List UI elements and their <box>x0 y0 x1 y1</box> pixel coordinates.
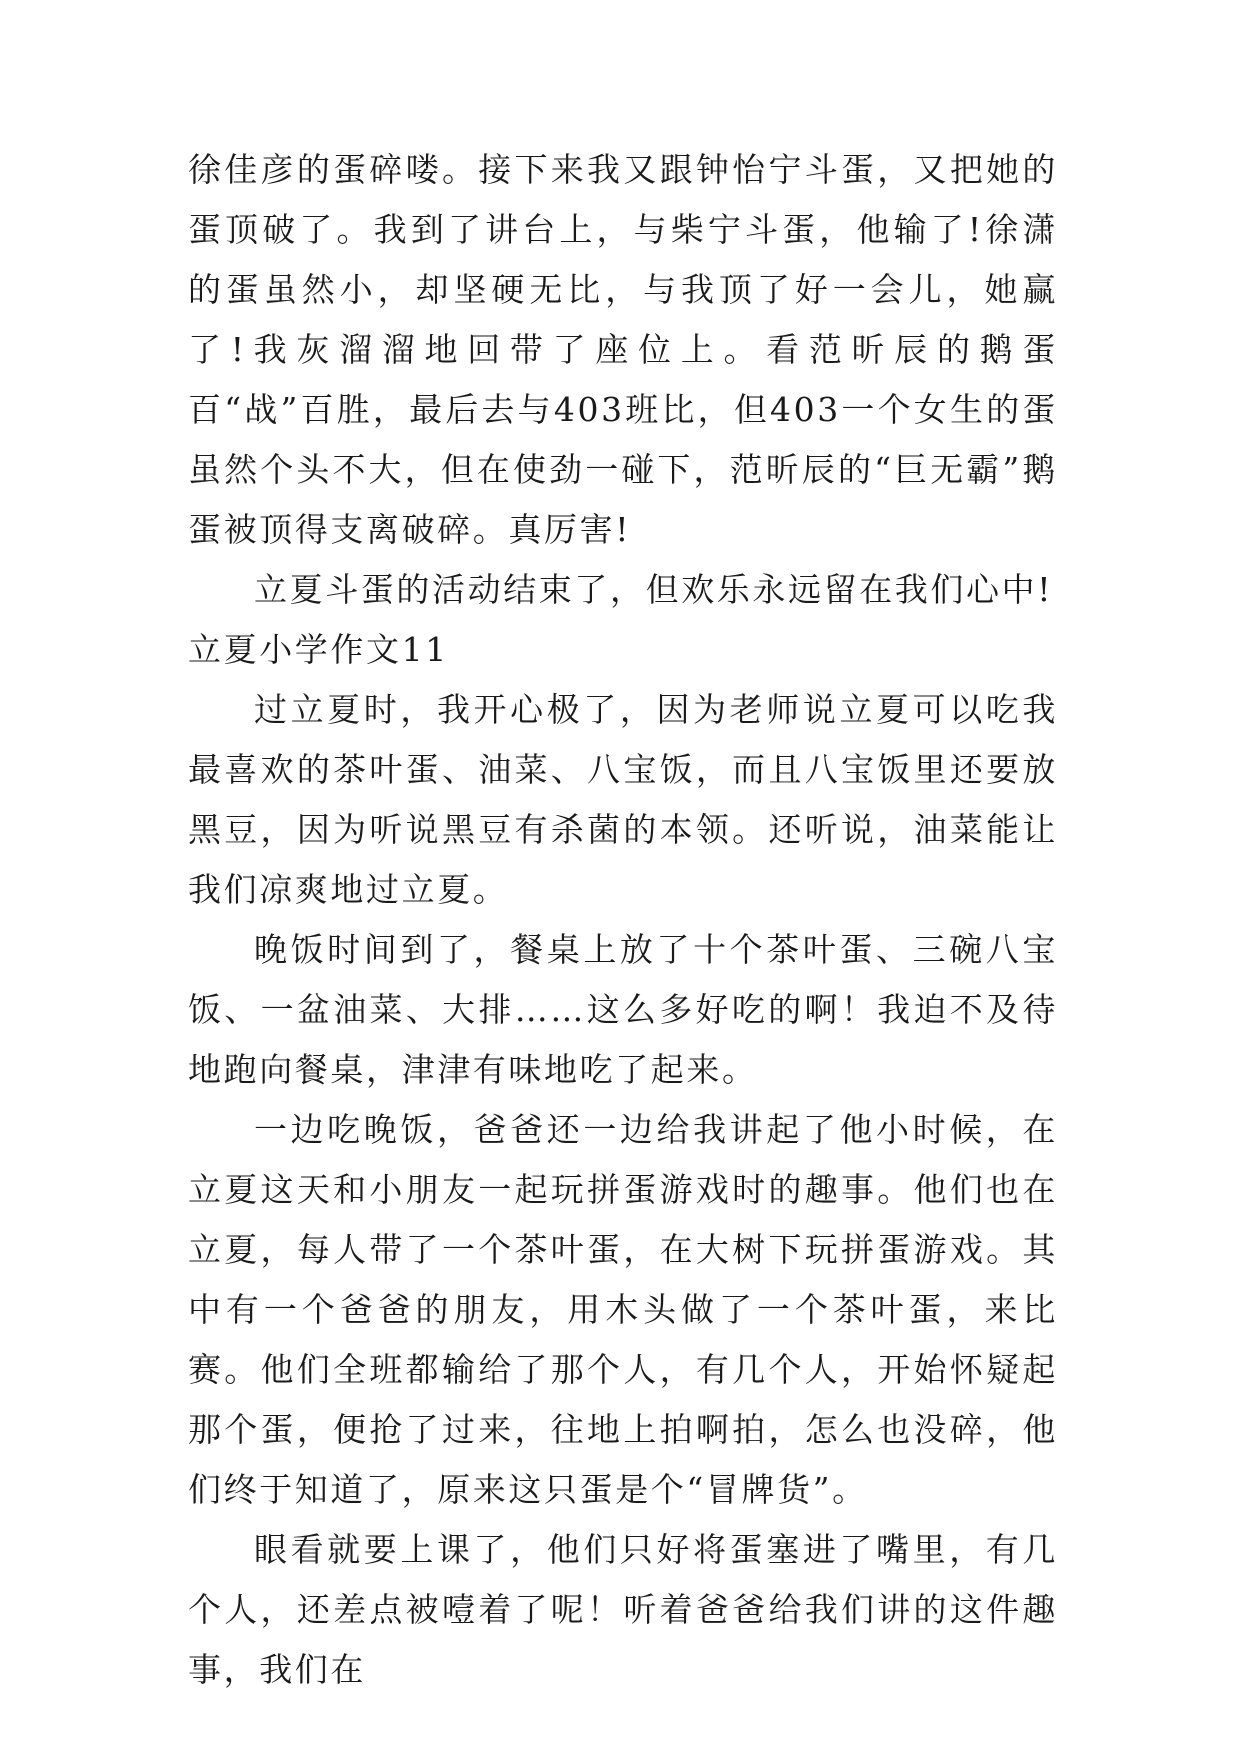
paragraph-5: 一边吃晚饭，爸爸还一边给我讲起了他小时候，在立夏这天和小朋友一起玩拼蛋游戏时的趣事。他们也在立夏，每人带了一个茶叶蛋，在大树下玩拼蛋游戏。其中有一个爸爸的朋友，用木头做了一个茶叶蛋，来比赛。他们全班都输给了那个人，有几个人，开始怀疑起那个蛋，便抢了过来，往地上拍啊拍，怎么也没碎，他们终于知道了，原来这只蛋是个“冒牌货”。 <box>188 1110 1058 1509</box>
paragraph-3: 过立夏时，我开心极了，因为老师说立夏可以吃我最喜欢的茶叶蛋、油菜、八宝饭，而且八宝饭里还要放黑豆，因为听说黑豆有杀菌的本领。还听说，油菜能让我们凉爽地过立夏。 <box>188 690 1058 909</box>
paragraph-1: 徐佳彦的蛋碎喽。接下来我又跟钟怡宁斗蛋，又把她的蛋顶破了。我到了讲台上，与柴宁斗蛋，他输了!徐潇的蛋虽然小，却坚硬无比，与我顶了好一会儿，她赢了!我灰溜溜地回带了座位上。看范昕辰的鹅蛋百“战”百胜，最后去与403班比，但403一个女生的蛋虽然个头不大，但在使劲一碰下，范昕辰的“巨无霸”鹅蛋被顶得支离破碎。真厉害! <box>188 150 1058 549</box>
paragraph-6: 眼看就要上课了，他们只好将蛋塞进了嘴里，有几个人，还差点被噎着了呢！听着爸爸给我们讲的这件趣事，我们在 <box>188 1530 1058 1689</box>
document-page <box>188 140 1058 1700</box>
paragraph-2: 立夏斗蛋的活动结束了，但欢乐永远留在我们心中! <box>254 570 1054 609</box>
section-heading: 立夏小学作文11 <box>188 630 449 669</box>
paragraph-4: 晚饭时间到了，餐桌上放了十个茶叶蛋、三碗八宝饭、一盆油菜、大排……这么多好吃的啊！我迫不及待地跑向餐桌，津津有味地吃了起来。 <box>188 930 1058 1089</box>
